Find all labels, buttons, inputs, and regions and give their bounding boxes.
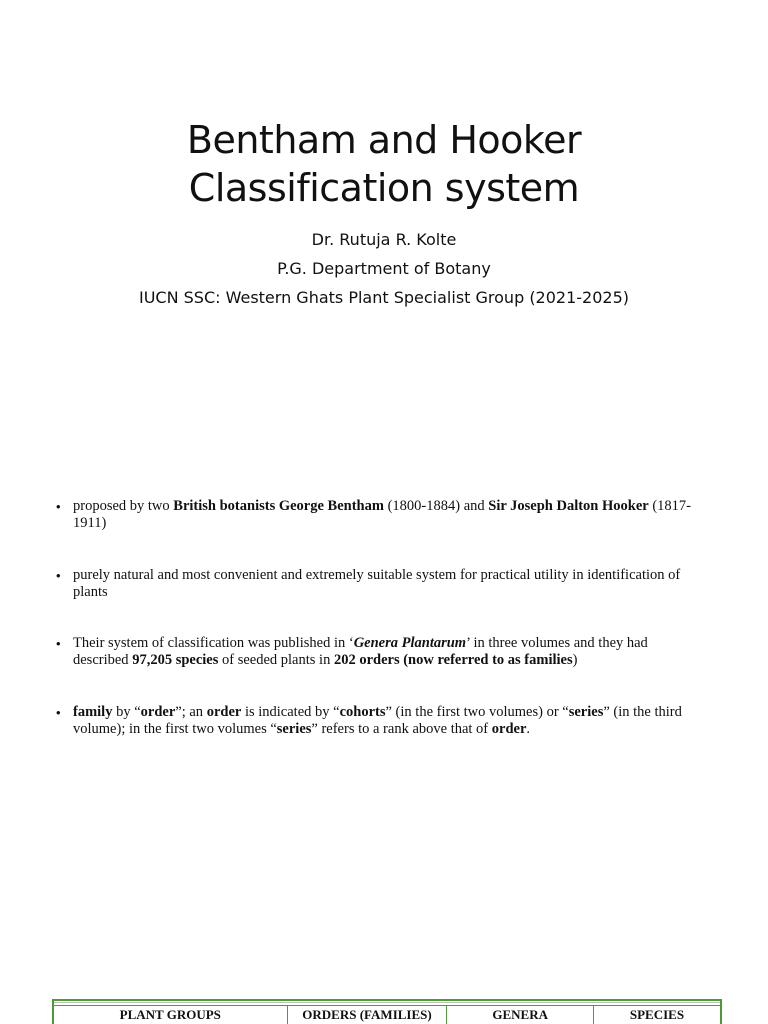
title-line-1: Bentham and Hooker (186, 118, 582, 162)
bullet-item (56, 567, 706, 601)
author-name: Dr. Rutuja R. Kolte (311, 230, 457, 249)
department-name: P.G. Department of Botany (277, 259, 491, 278)
bullet-text-run: series (276, 721, 312, 737)
bullet-text-run: Sir Joseph Dalton Hooker (488, 498, 649, 514)
bullet-text-run: of seeded plants in (218, 652, 334, 668)
bullet-text-run: (1817-1911) (73, 498, 692, 531)
bullet-text-run: by “ (112, 704, 141, 720)
affiliation: IUCN SSC: Western Ghats Plant Specialist Group (2021-2025) (138, 288, 630, 307)
bullet-text-run: Genera Plantarum (353, 635, 467, 651)
bullet-item (56, 635, 706, 669)
bullet-dot-icon: • (56, 499, 61, 514)
header-orders: ORDERS (FAMILIES) (287, 1006, 447, 1024)
slide-title (0, 116, 768, 212)
bullet-dot-icon: • (56, 568, 61, 583)
bullet-text-run: ”; an (175, 704, 207, 720)
bullet-dot-icon: • (56, 705, 61, 720)
bullet-text-run: British botanists George Bentham (173, 498, 384, 514)
bullet-list (56, 498, 706, 738)
bullet-text-run: proposed by two (73, 498, 174, 514)
bullet-text-run: ’ in three volumes and they had described (73, 635, 648, 668)
bullet-text-run: cohorts (339, 704, 386, 720)
header-species: SPECIES (593, 1006, 720, 1024)
bullet-text-run: order (206, 704, 242, 720)
bullet-text-run: . (526, 721, 531, 737)
bullet-text-run: ) (572, 652, 578, 668)
bullet-text-run: ” (in the third volume); in the first two volumes “ (73, 704, 682, 737)
bullet-text-run: (1800-1884) and (383, 498, 489, 514)
header-genera: GENERA (447, 1006, 594, 1024)
table-header-row (54, 1006, 720, 1024)
bullet-dot-icon: • (56, 636, 61, 651)
bullet-text-run: 202 orders (now referred to as families (333, 652, 573, 668)
plant-groups-table (52, 999, 722, 1024)
bullet-text-run: is indicated by “ (241, 704, 340, 720)
title-slide (0, 0, 768, 330)
bullet-text-run: Their system of classification was published in ‘ (73, 635, 354, 651)
bullet-text-run: family (73, 704, 113, 720)
bullet-text-run: order (140, 704, 176, 720)
bullet-text-run: 97,205 species (132, 652, 219, 668)
bullet-item (56, 498, 706, 532)
bullet-text-run: series (568, 704, 604, 720)
bullet-item (56, 704, 706, 738)
bullet-text-run: ” refers to a rank above that of (311, 721, 492, 737)
header-plant-groups: PLANT GROUPS (54, 1006, 287, 1024)
bullet-text-run: ” (in the first two volumes) or “ (385, 704, 569, 720)
title-line-2: Classification system (188, 166, 580, 210)
bullet-text-run: order (491, 721, 527, 737)
bullet-text-run: purely natural and most convenient and extremely suitable system for practical utility in identification of plants (73, 567, 681, 600)
